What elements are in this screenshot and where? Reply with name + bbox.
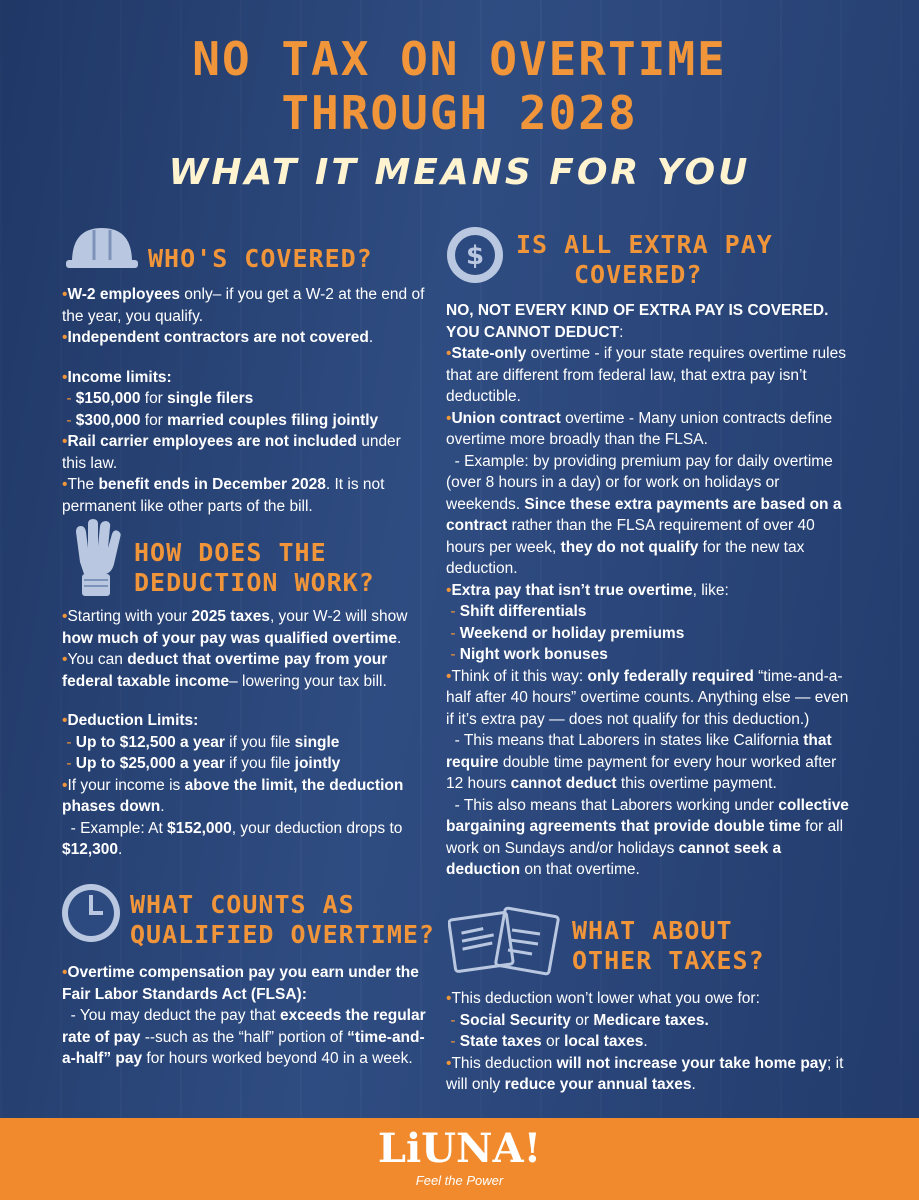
main-title-line2: THROUGH 2028: [281, 86, 638, 140]
other-body: •This deduction won’t lower what you owe for: - Social Security or Medicare taxes. - State taxes or local taxes. •This deduction will not increase your take home pay; it will only reduce your annual taxes.: [446, 990, 844, 1093]
deduction-heading-l2: DEDUCTION WORK?: [134, 568, 375, 597]
list-item: - Shift differentials: [450, 603, 587, 620]
extra-body: NO, NOT EVERY KIND OF EXTRA PAY IS COVERED. YOU CANNOT DEDUCT: •State-only overtime - if your state requires overtime rules that are different from federal law, that extra pay isn’t deductible. •Union contract overtime - Many union contracts define overtime more broadly than the FLSA. - Example: by providing premium pay for daily overtime (over 8 hours in a day) or for work on holidays or weekends. Since these extra payments are based on a contract rather than the FLSA requirement of over 40 hours per week, they do not qualify for the new tax deduction. •Extra pay that isn’t true overtime, like: - Shift differentials - Weekend or holiday premiums - Night work bonuses •Think of it this way: only federally required “time-and-a-half after 40 hours” overtime counts. Anything else — even if it’s extra pay — does not qualify for this deduction.) - This means that Laborers in states like California that require double time payment for every hour worked after 12 hours cannot deduct this overtime payment. - This also means that Laborers working under collective bargaining agreements that provide double time for all work on Sundays and/or holidays cannot seek a deduction on that overtime.: [446, 300, 856, 881]
qualified-heading-l1: WHAT COUNTS AS: [130, 890, 355, 919]
list-item: - Night work bonuses: [450, 646, 608, 663]
qualified-heading-l2: QUALIFIED OVERTIME?: [130, 920, 435, 949]
tagline: Feel the Power: [415, 1173, 504, 1188]
clock-icon: [58, 880, 124, 946]
subtitle: WHAT IT MEANS FOR YOU: [168, 152, 751, 193]
deduction-heading-l1: HOW DOES THE: [134, 538, 327, 567]
covered-heading: WHO'S COVERED?: [148, 244, 373, 273]
deduction-body: •Starting with your 2025 taxes, your W-2 will show how much of your pay was qualified overtime. •You can deduct that overtime pay from your federal taxable income– lowering your tax bill. •Deduction Limits: - Up to $12,500 a year if you file single - Up to $25,000 a year if you file jointly •If your income is above the limit, the deduction phases down. - Example: At $152,000, your deduction drops to $12,300.: [62, 608, 408, 858]
hard-hat-icon: [64, 222, 140, 274]
covered-body: •W-2 employees only– if you get a W-2 at the end of the year, you qualify. •Independent contractors are not covered. •Income limits: - $150,000 for single filers - $300,000 for married couples filing jointly •Rail carrier employees are not included under this law. •The benefit ends in December 2028. It is not permanent like other parts of the bill.: [62, 286, 425, 515]
list-item: - Weekend or holiday premiums: [450, 624, 685, 642]
other-heading-l1: WHAT ABOUT: [572, 916, 733, 945]
extra-heading-l2: COVERED?: [574, 260, 703, 289]
qualified-body: •Overtime compensation pay you earn under the Fair Labor Standards Act (FLSA): - You may deduct the pay that exceeds the regular rate of pay --such as the “half” portion of “time-and-a-half” pay for hours worked beyond 40 in a week.: [62, 964, 426, 1067]
svg-text:$: $: [465, 241, 485, 271]
extra-heading-l1: IS ALL EXTRA PAY: [516, 230, 773, 259]
main-title-line1: NO TAX ON OVERTIME: [192, 32, 727, 86]
coin-icon: [444, 224, 506, 286]
glove-icon: [66, 518, 126, 600]
documents-icon: [448, 906, 560, 976]
other-heading-l2: OTHER TAXES?: [572, 946, 765, 975]
liuna-logo: LiUNA!: [377, 1125, 542, 1172]
